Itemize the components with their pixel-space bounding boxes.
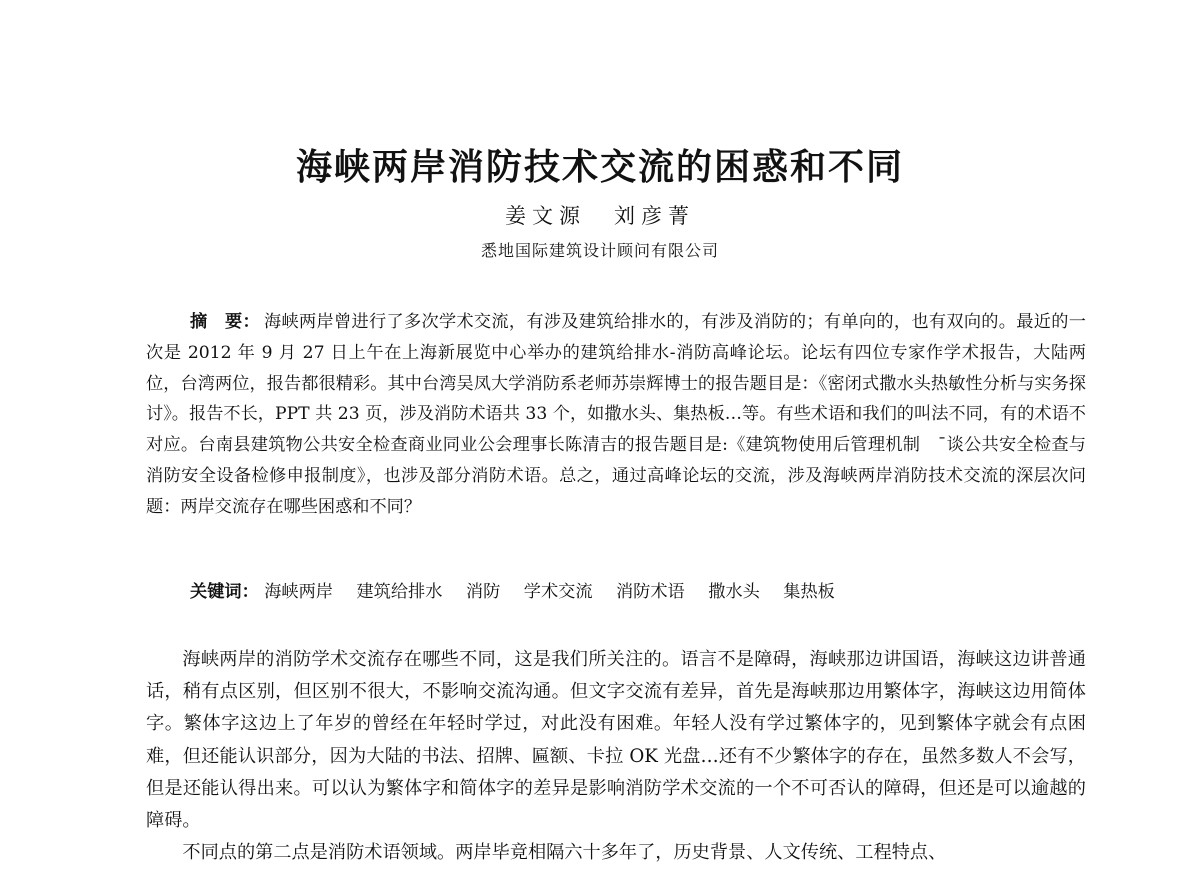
keyword: 集热板 <box>783 582 835 602</box>
author-list <box>0 201 1200 231</box>
keyword: 海峡两岸 <box>264 582 333 602</box>
keyword: 撒水头 <box>708 582 760 602</box>
keyword: 消防 <box>465 582 501 602</box>
paper-title: 海峡两岸消防技术交流的困惑和不同 <box>295 147 904 188</box>
keywords <box>190 577 1090 607</box>
keyword: 消防术语 <box>615 582 685 602</box>
keyword: 学术交流 <box>523 582 593 602</box>
keywords-label: 关键词： <box>190 582 259 602</box>
abstract-text: 海峡两岸曾进行了多次学术交流，有涉及建筑给排水的，有涉及消防的；有单向的，也有双向的。最近的一次是 2012 年 9 月 27 日上午在上海新展览中心举办的建筑给排水-消防高峰论坛。论坛有四位专家作学术报告，大陆两位，台湾两位，报告都很精彩。其中台湾吴凤大学消防系老师苏崇辉博士的报告题目是：《密闭式撒水头热敏性分析与实务探讨》。报告不长，PPT 共 23 页，涉及消防术语共 33 个，如撒水头、集热板…等。有些术语和我们的叫法不同，有的术语不对应。台南县建筑物公共安全检查商业同业公会理事长陈清吉的报告题目是:《建筑物使用后管理机制 ¯谈公共安全检查与消防安全设备检修申报制度》，也涉及部分消防术语。总之，通过高峰论坛的交流，涉及海峡两岸消防技术交流的深层次问题：两岸交流存在哪些困惑和不同？ <box>146 312 1086 517</box>
abstract <box>146 307 1086 523</box>
keyword: 建筑给排水 <box>356 582 443 602</box>
body-text <box>146 644 1086 869</box>
abstract-label: 摘 要： <box>190 312 260 332</box>
author-affiliation: 悉地国际建筑设计顾问有限公司 <box>480 241 719 260</box>
author-name: 刘彦菁 <box>614 204 695 228</box>
body-paragraph: 海峡两岸的消防学术交流存在哪些不同，这是我们所关注的。语言不是障碍，海峡那边讲国语，海峡这边讲普通话，稍有点区别，但区别不很大，不影响交流沟通。但文字交流有差异，首先是海峡那边用繁体字，海峡这边用简体字。繁体字这边上了年岁的曾经在年轻时学过，对此没有困难。年轻人没有学过繁体字的，见到繁体字就会有点困难，但还能认识部分，因为大陆的书法、招牌、匾额、卡拉 OK 光盘…还有不少繁体字的存在，虽然多数人不会写，但是还能认得出来。可以认为繁体字和简体字的差异是影响消防学术交流的一个不可否认的障碍，但还是可以逾越的障碍。 <box>146 649 1086 832</box>
author-name: 姜文源 <box>505 204 586 228</box>
body-paragraph: 不同点的第二点是消防术语领域。两岸毕竟相隔六十多年了，历史背景、人文传统、工程特点、 <box>182 842 947 864</box>
